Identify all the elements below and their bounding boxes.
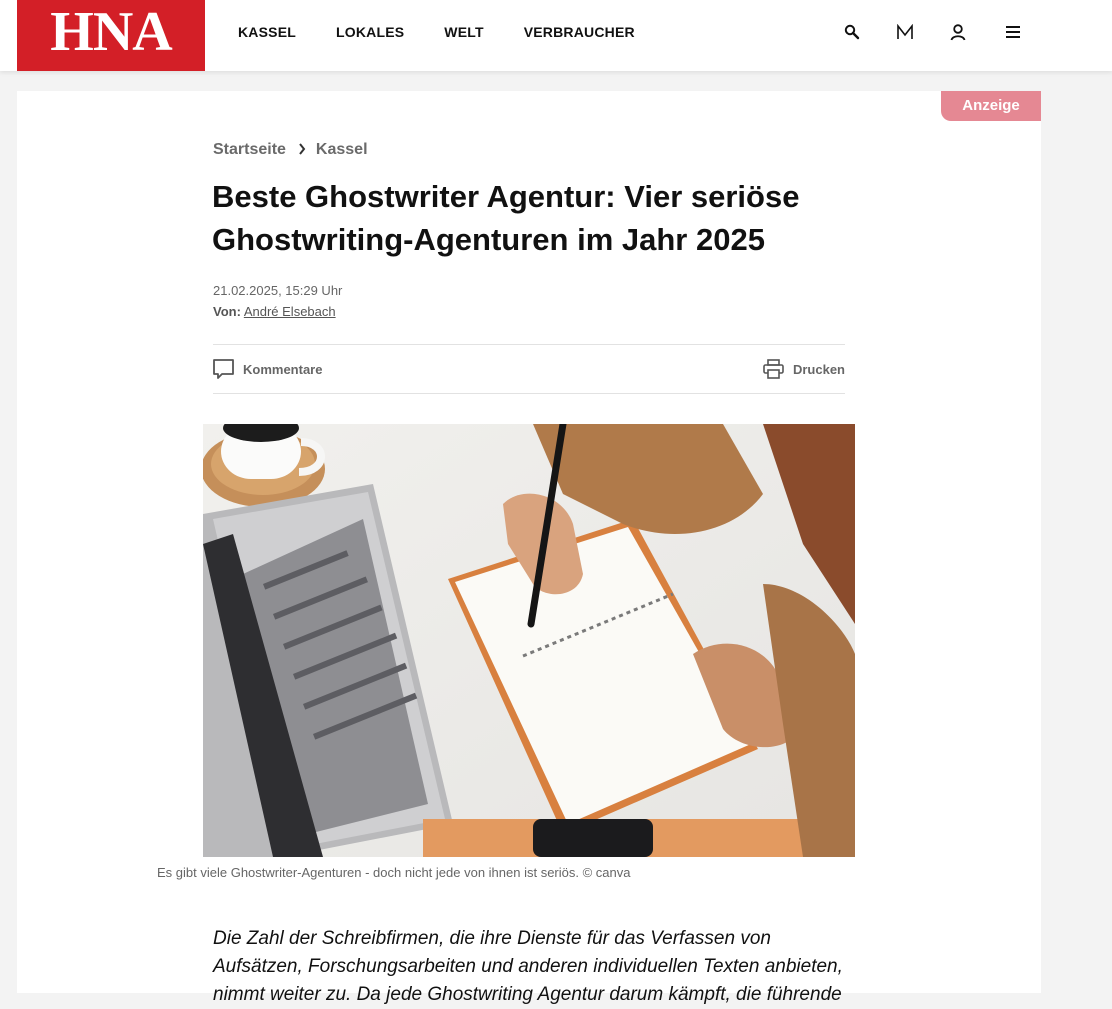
comments-label: Kommentare xyxy=(243,361,323,377)
article-hero-image xyxy=(203,424,855,857)
search-icon[interactable] xyxy=(840,20,864,44)
comment-icon xyxy=(213,359,234,379)
breadcrumb-section[interactable]: Kassel xyxy=(315,141,368,158)
hna-logo[interactable]: HNA xyxy=(17,0,205,71)
print-label: Drucken xyxy=(792,361,845,377)
article-title: Beste Ghostwriter Agentur: Vier seriöse Ghostwriting-Agenturen im Jahr 2025 xyxy=(212,179,800,257)
author-prefix: Von: xyxy=(213,304,241,319)
ad-badge: Anzeige xyxy=(941,91,1041,121)
breadcrumb-home[interactable]: Startseite xyxy=(213,141,286,158)
article-lead: Die Zahl der Schreibfirmen, die ihre Dienste für das Verfassen von Aufsätzen, Forschungsarbeiten und anderen individuellen Texten anbieten, nimmt weiter zu. Da jede Ghostwriting Agentur darum kämpft, die führende xyxy=(213,928,843,1005)
nav-item-kassel[interactable]: KASSEL xyxy=(238,24,296,40)
main-nav xyxy=(238,0,675,64)
menu-icon[interactable] xyxy=(1001,20,1025,44)
breadcrumb xyxy=(213,141,368,159)
author-line xyxy=(213,304,336,319)
print-button[interactable] xyxy=(763,359,845,379)
author-link[interactable]: André Elsebach xyxy=(243,304,336,319)
printer-icon xyxy=(763,359,784,379)
nav-item-verbraucher[interactable]: VERBRAUCHER xyxy=(523,24,635,40)
site-header xyxy=(0,0,1112,71)
article-toolbar xyxy=(213,344,845,394)
chevron-right-icon xyxy=(298,142,306,158)
nav-item-welt[interactable]: WELT xyxy=(444,24,484,40)
image-caption: Es gibt viele Ghostwriter-Agenturen - doch nicht jede von ihnen ist seriös. © canva xyxy=(157,865,631,880)
merkliste-m-icon[interactable] xyxy=(893,20,917,44)
user-icon[interactable] xyxy=(946,20,970,44)
article-card xyxy=(17,91,1041,1005)
nav-item-lokales[interactable]: LOKALES xyxy=(336,24,405,40)
comments-button[interactable] xyxy=(213,359,322,379)
publish-date: 21.02.2025, 15:29 Uhr xyxy=(213,283,343,298)
